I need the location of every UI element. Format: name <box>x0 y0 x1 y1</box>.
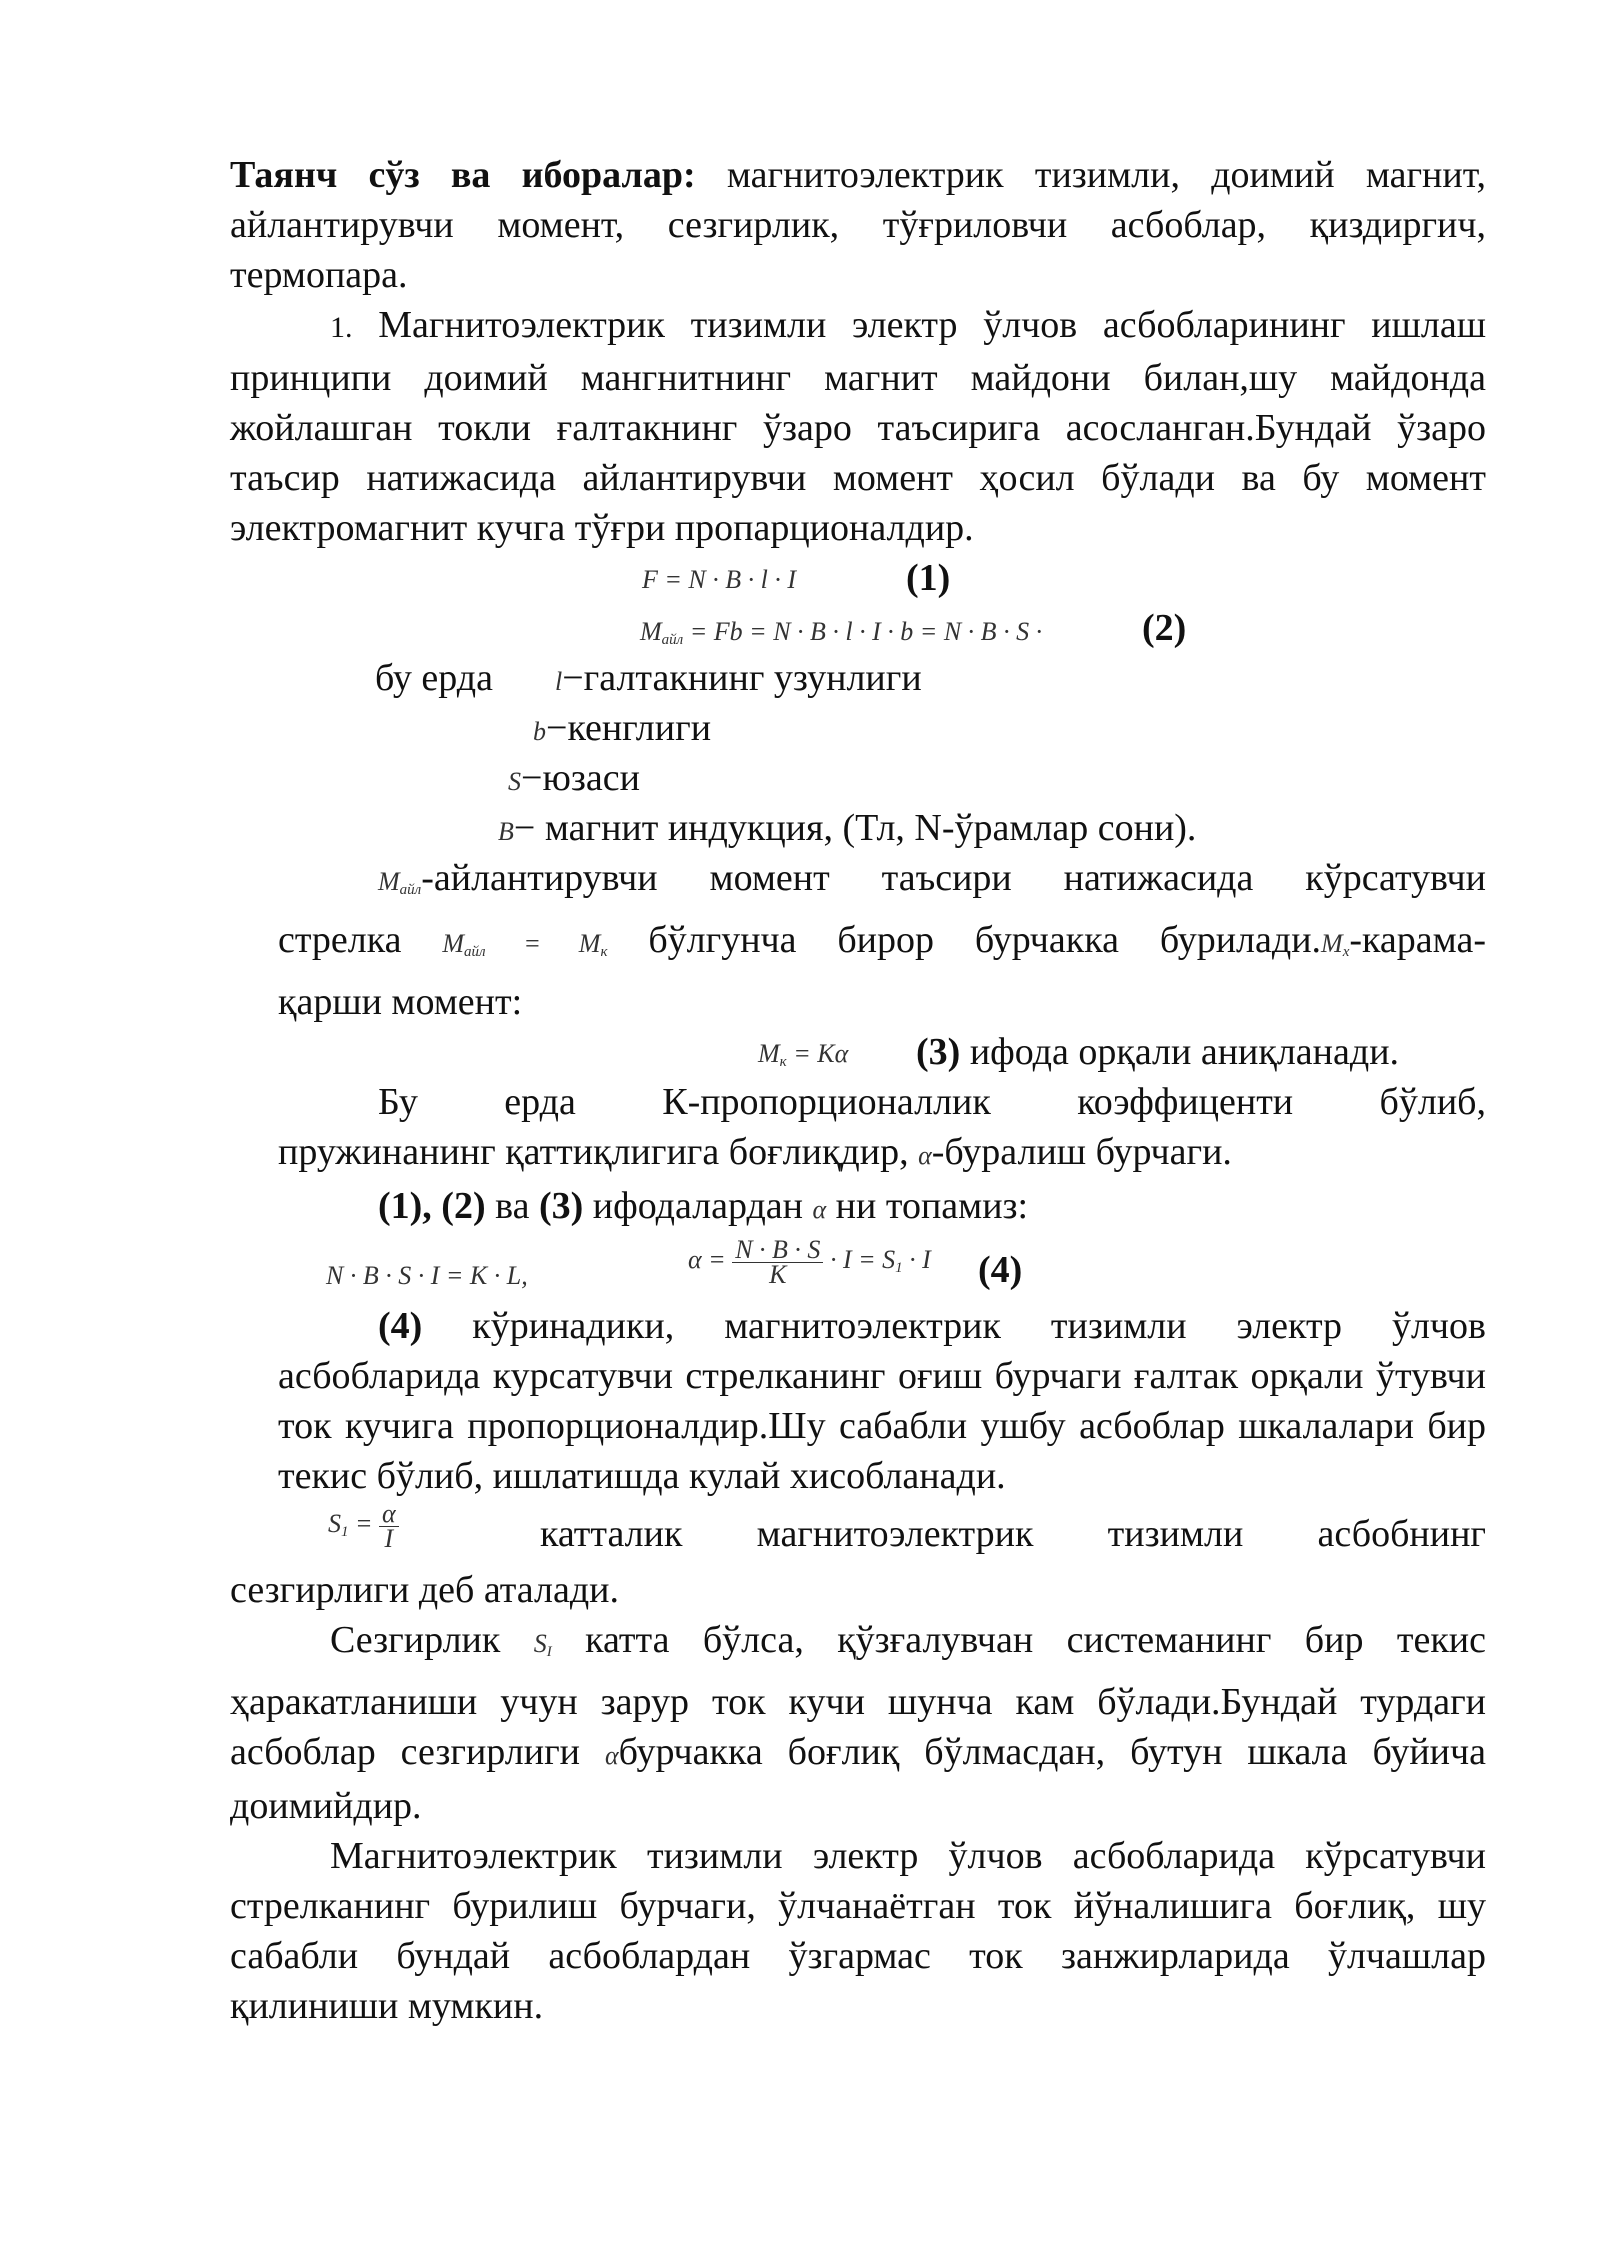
keywords-label: Таянч сўз ва иборалар: <box>230 154 696 196</box>
keywords-paragraph <box>230 150 1486 300</box>
formula-4-number: (4) <box>978 1249 1023 1291</box>
definition-b <box>533 703 711 757</box>
dash: − <box>521 757 543 799</box>
symbol-l: l <box>555 667 563 696</box>
para-find-t2: ифодалардан <box>583 1185 813 1227</box>
definition-s <box>508 753 640 807</box>
ref-3: (3) <box>538 1185 584 1227</box>
para-4-text: кўринадики, магнитоэлектрик тизимли электр ўлчов асбобларида курсатувчи стрелканинг оғиш бурчаги ғалтак орқали ўтувчи ток кучига пропорционалдир.Шу сабабли ушбу асбоблар шкалалари бир текис бўлиб, ишлатишда кулай хисобланади. <box>278 1305 1486 1497</box>
definition-s-text: юзаси <box>542 757 640 799</box>
formula-4-left: N · B · S · I = K · L, <box>326 1261 528 1290</box>
formula-2-row <box>230 601 1486 653</box>
keywords-text: магнитоэлектрик тизимли, доимий магнит, айлантирувчи момент, сезгирлик, тўғриловчи асбоблар, қиздиргич, термопара. <box>230 154 1486 296</box>
para-k-pre: пружинанинг қаттиқлигига боғлиқдир, <box>278 1131 919 1173</box>
formula-3-number: (3) <box>916 1031 961 1073</box>
alpha-symbol: α <box>918 1141 932 1170</box>
document-page <box>230 150 1486 2031</box>
dash: − <box>562 657 584 699</box>
formula-3: $M_к = K\alpha$ <box>758 1039 849 1070</box>
definition-row-l <box>230 653 1486 703</box>
formula-4-row <box>278 1235 1486 1301</box>
definition-l-text: галтакнинг узунлиги <box>583 657 922 699</box>
sensitivity-formula: $S_1$ = $\frac{\alpha}{I}$ <box>328 1499 399 1557</box>
moment-line-3: қарши момент: <box>278 981 523 1023</box>
definition-induction-text: магнит индукция, (Тл, N-ўрамлар сони). <box>535 807 1197 849</box>
para-last: Магнитоэлектрик тизимли электр ўлчов асбобларида кўрсатувчи стрелканинг бурилиш бурчаги, ўлчанаётган ток йўналишига боғлиқ, шу сабабли бундай асбоблардан ўзгармас ток занжирларида ўлчашлар қилиниши мумкин. <box>230 1835 1486 2027</box>
definition-row-b-induction <box>230 803 1486 853</box>
section-1-paragraph <box>230 300 1486 553</box>
para-find-t3: ни топамиз: <box>826 1185 1029 1227</box>
ref-1-2: (1), (2) <box>378 1185 486 1227</box>
sensitivity-row <box>230 1498 1486 1565</box>
moment-text-b-post: бўлгунча бирор бурчакка бурилади. <box>607 919 1322 961</box>
para-k-line-1: Бу ерда К-пропорционаллик коэффиценти бўлиб, <box>378 1081 1486 1123</box>
dash: − <box>513 807 536 849</box>
para-k-line-2 <box>278 1127 1486 1181</box>
definition-b-text: кенглиги <box>567 707 712 749</box>
definition-row-b <box>230 703 1486 753</box>
moment-text-b-end: -карама- <box>1349 919 1486 961</box>
formula-4-fraction: $\frac{N \cdot B \cdot S}{K}$ <box>732 1238 823 1287</box>
section-1-text: Магнитоэлектрик тизимли электр ўлчов асбобларининг ишлаш принципи доимий мангнитнинг магнит майдони билан,шу майдонда жойлашган токли ғалтакнинг ўзаро таъсирига асосланган.Бундай ўзаро таъсир натижасида айлантирувчи момент ҳосил бўлади ва бу момент электромагнит кучга тўғри пропарционалдир. <box>230 304 1486 549</box>
counter-moment-symbol: $M_х$ <box>1321 929 1350 960</box>
formula-1: F = N · B · l · I <box>642 565 797 594</box>
moment-equality: $M_{айл} = M_к$ <box>442 929 608 960</box>
section-number: 1. <box>330 311 353 344</box>
formula-2-number: (2) <box>1142 607 1187 649</box>
symbol-b: b <box>533 717 546 746</box>
para-sens-pre: Сезгирлик <box>330 1619 534 1661</box>
formula-3-tail: ифода орқали аниқланади. <box>960 1031 1400 1073</box>
shifted-block <box>230 853 1486 1501</box>
sensitivity-fraction: $\frac{\alpha}{I}$ <box>379 1502 399 1551</box>
sensitivity-line-2: сезгирлиги деб аталади. <box>230 1569 619 1611</box>
para-4 <box>278 1301 1486 1501</box>
formula-3-text <box>916 1027 1399 1077</box>
moment-text-b-pre: стрелка <box>278 919 443 961</box>
formula-2-lhs-sub: айл <box>661 632 684 648</box>
sensitivity-text: катталик магнитоэлектрик тизимли асбобнинг <box>540 1513 1486 1555</box>
formula-4-right: α = $\frac{N \cdot B \cdot S}{K}$ · $I = S_1 \cdot I$ <box>688 1234 931 1289</box>
para-sensitivity <box>230 1615 1486 1831</box>
formula-3-row <box>278 1027 1486 1077</box>
definition-l <box>555 653 922 707</box>
definition-induction <box>498 803 1196 857</box>
moment-symbol: $M_{айл}$ <box>378 867 422 898</box>
definition-row-s <box>230 753 1486 803</box>
ref-4: (4) <box>378 1305 423 1347</box>
formula-1-row <box>230 553 1486 601</box>
formula-2-rhs: = Fb = N · B · l · I · b = N · B · S · <box>683 617 1043 646</box>
moment-line-1 <box>278 853 1486 915</box>
symbol-s: S <box>508 767 521 796</box>
alpha-symbol: α <box>812 1195 827 1224</box>
symbol-B: B <box>498 817 514 846</box>
moment-line-2 <box>278 915 1486 977</box>
para-find-t1: ва <box>485 1185 539 1227</box>
definitions-intro: бу ерда <box>375 657 493 699</box>
para-sens-post: катта бўлса, қўзғалувчан системанинг бир текис ҳаракатланиши учун зарур ток кучи шунча кам бўлади.Бундай турдаги асбоблар сезгирлиги <box>230 1619 1486 1773</box>
dash: − <box>546 707 568 749</box>
alpha-symbol: α <box>604 1741 619 1770</box>
sensitivity-symbol: $S_I$ <box>533 1629 552 1660</box>
formula-2-lhs: M <box>640 617 662 646</box>
para-k-post: -буралиш бурчаги. <box>931 1131 1232 1173</box>
formula-1-number: (1) <box>906 557 951 599</box>
para-sens-post2: бурчакка боғлиқ бўлмасдан, бутун шкала буйича доимийдир. <box>230 1731 1486 1827</box>
moment-text-a: -айлантирувчи момент таъсири натижасида кўрсатувчи <box>421 857 1486 899</box>
para-find <box>278 1181 1486 1235</box>
